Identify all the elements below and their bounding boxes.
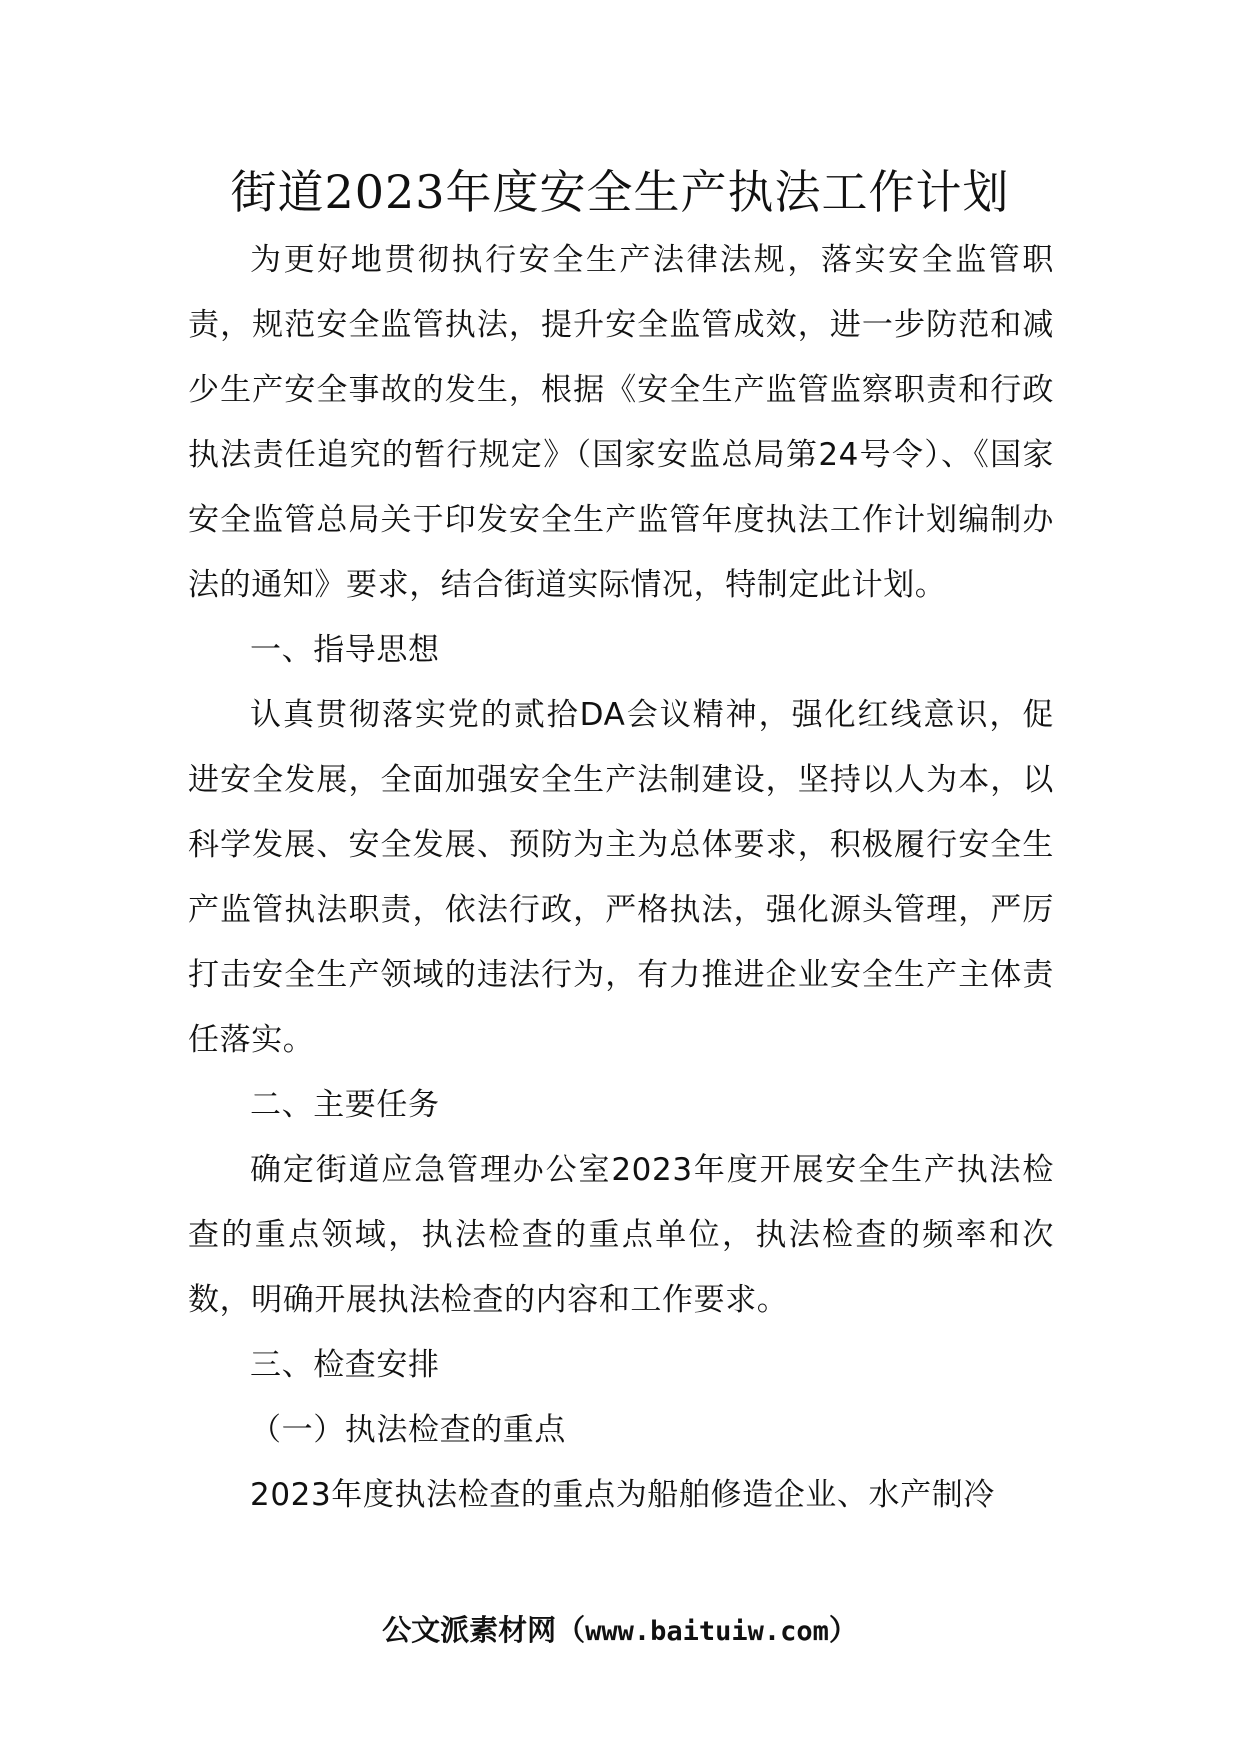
section-heading-inspection-arrangement: 三、检查安排: [250, 1347, 440, 1383]
section-heading-guiding-thought: 一、指导思想: [250, 632, 440, 668]
paragraph-main-tasks: 确定街道应急管理办公室2023年度开展安全生产执法检查的重点领域，执法检查的重点单位，执法检查的频率和次数，明确开展执法检查的内容和工作要求。: [188, 1152, 1054, 1318]
paragraph-inspection-focus: 2023年度执法检查的重点为船舶修造企业、水产制冷: [250, 1477, 995, 1513]
footer-site-name: 公文派素材网（: [382, 1613, 586, 1647]
footer-watermark: [0, 1610, 1240, 1652]
footer-url: www.baituiw.com: [585, 1616, 829, 1647]
section-heading-main-tasks: 二、主要任务: [250, 1087, 440, 1123]
footer-close-paren: ）: [828, 1613, 858, 1647]
subsection-heading-inspection-focus: （一）执法检查的重点: [250, 1412, 566, 1448]
document-title: 街道2023年度安全生产执法工作计划: [230, 165, 1010, 219]
paragraph-guiding-thought: 认真贯彻落实党的贰拾DA会议精神，强化红线意识，促进安全发展，全面加强安全生产法制建设，坚持以人为本，以科学发展、安全发展、预防为主为总体要求，积极履行安全生产监管执法职责，依法行政，严格执法，强化源头管理，严厉打击安全生产领域的违法行为，有力推进企业安全生产主体责任落实。: [188, 697, 1054, 1058]
paragraph-intro: 为更好地贯彻执行安全生产法律法规，落实安全监管职责，规范安全监管执法，提升安全监管成效，进一步防范和减少生产安全事故的发生，根据《安全生产监管监察职责和行政执法责任追究的暂行规定》（国家安监总局第24号令）、《国家安全监管总局关于印发安全生产监管年度执法工作计划编制办法的通知》要求，结合街道实际情况，特制定此计划。: [188, 242, 1054, 603]
document-body: [188, 228, 1054, 1528]
